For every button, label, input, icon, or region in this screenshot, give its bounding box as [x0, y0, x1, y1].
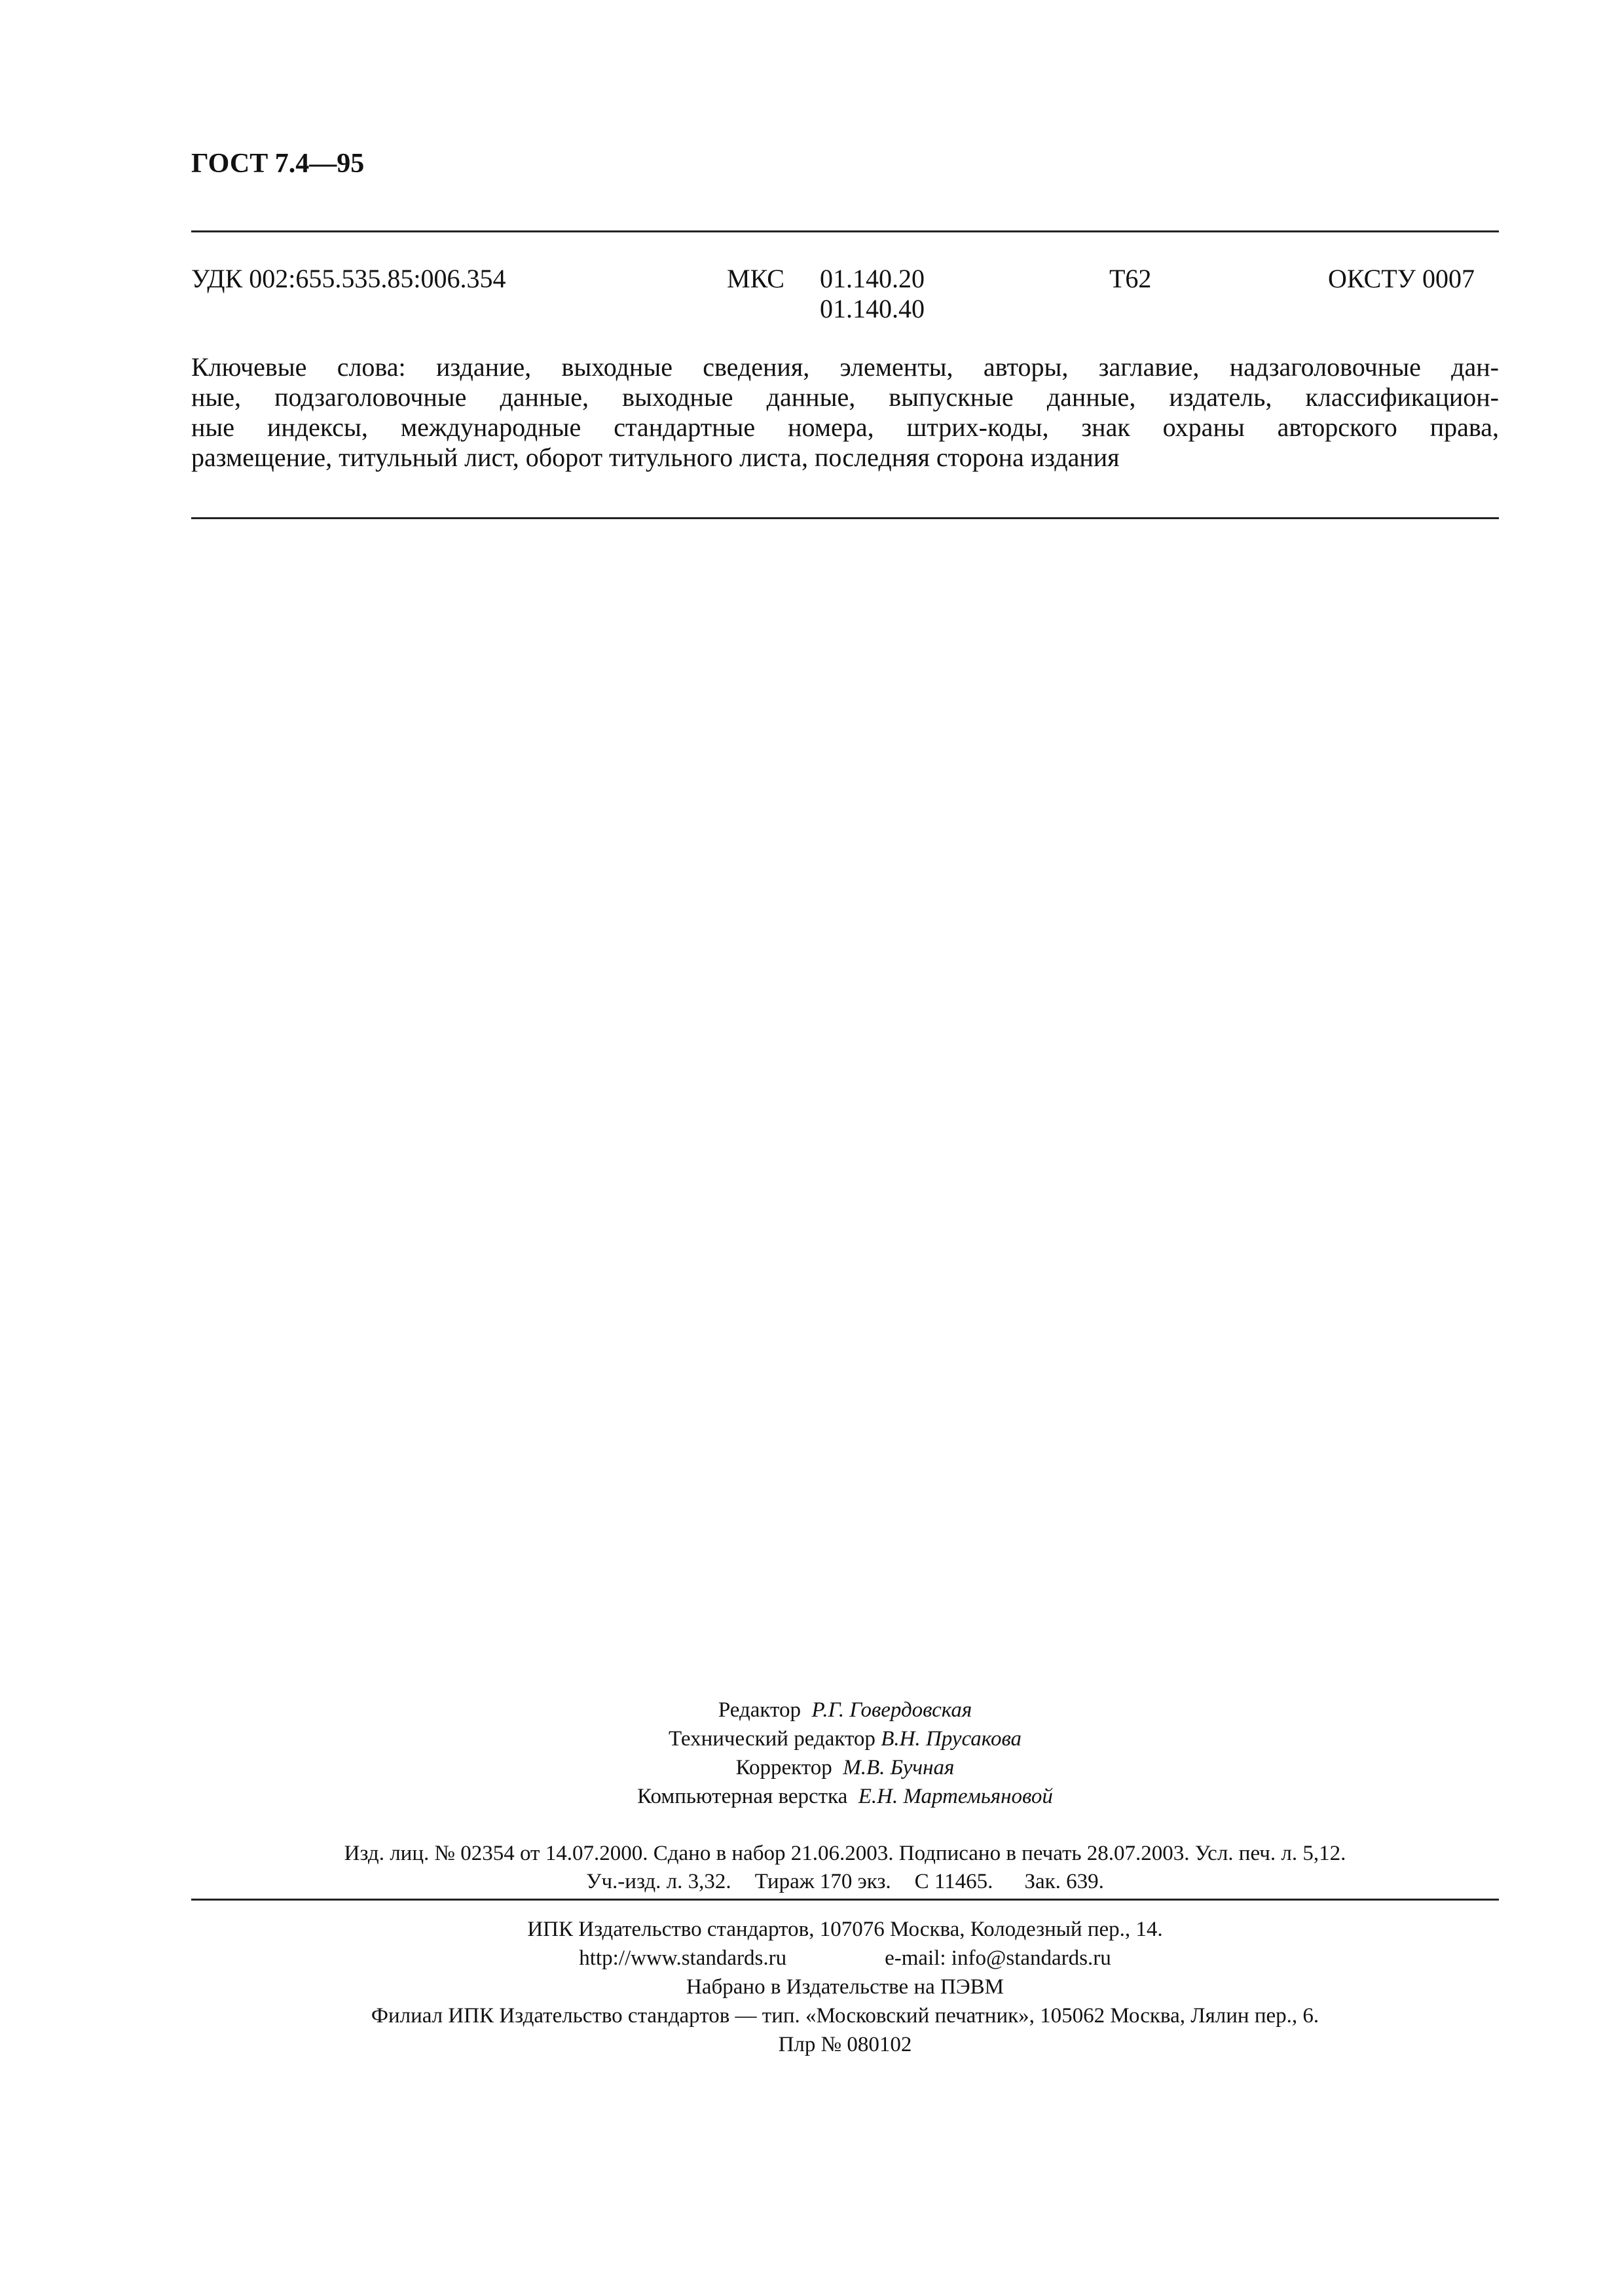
mks-label: МКС [727, 264, 784, 293]
credit-line [191, 1724, 1499, 1753]
imprint-line [191, 1868, 1499, 1896]
credit-role: Компьютерная верстка [637, 1785, 848, 1808]
keywords-divider [191, 517, 1499, 519]
credit-line [191, 1753, 1499, 1782]
credit-name: Р.Г. Говердовская [811, 1698, 972, 1722]
standard-id: ГОСТ 7.4—95 [191, 149, 365, 179]
imprint-part: Тираж 170 экз. [754, 1870, 891, 1893]
udk-code: УДК 002:655.535.85:006.354 [191, 264, 506, 293]
imprint-line: Изд. лиц. № 02354 от 14.07.2000. Сдано в набор 21.06.2003. Подписано в печать 28.07.2003. Усл. печ. л. 5,12. [344, 1842, 1346, 1865]
credits-block [191, 1696, 1499, 1811]
publisher-contacts [191, 1944, 1499, 1973]
credit-name: Е.Н. Мартемьяновой [858, 1785, 1053, 1808]
credit-line [191, 1782, 1499, 1811]
publisher-line: Филиал ИПК Издательство стандартов — тип. «Московский печатник», 105062 Москва, Лялин пер., 6. [371, 2004, 1319, 2028]
publisher-line: Набрано в Издательстве на ПЭВМ [686, 1975, 1004, 1999]
imprint-block [191, 1840, 1499, 1896]
top-divider [191, 230, 1499, 232]
credit-role: Редактор [718, 1698, 801, 1722]
publisher-email: e-mail: info@standards.ru [885, 1946, 1111, 1970]
keywords-line: ные индексы, международные стандартные номера, штрих-коды, знак охраны авторского права, [191, 412, 1499, 442]
keywords-line: ные, подзаголовочные данные, выходные данные, выпускные данные, издатель, классификацион- [191, 382, 1499, 412]
publisher-website: http://www.standards.ru [579, 1946, 787, 1970]
t-code: Т62 [1109, 264, 1152, 293]
okstu-code: ОКСТУ 0007 [1328, 264, 1475, 293]
imprint-divider [191, 1899, 1499, 1901]
mks-code-1: 01.140.20 [820, 264, 925, 293]
keywords-block [191, 352, 1499, 473]
keywords-line: размещение, титульный лист, оборот титульного листа, последняя сторона издания [191, 443, 1120, 472]
credit-line [191, 1696, 1499, 1724]
publisher-line: Плр № 080102 [778, 2033, 912, 2056]
publisher-block [191, 1915, 1499, 2059]
imprint-part: Зак. 639. [1024, 1870, 1104, 1893]
keywords-line: Ключевые слова: издание, выходные сведения, элементы, авторы, заглавие, надзаголовочные дан- [191, 352, 1499, 382]
credit-role: Корректор [735, 1756, 832, 1779]
publisher-line: ИПК Издательство стандартов, 107076 Москва, Колодезный пер., 14. [527, 1918, 1163, 1941]
credit-role: Технический редактор [668, 1727, 876, 1751]
mks-code-2: 01.140.40 [820, 294, 925, 323]
credit-name: М.В. Бучная [843, 1756, 955, 1779]
credit-name: В.Н. Прусакова [881, 1727, 1022, 1751]
imprint-part: Уч.-изд. л. 3,32. [586, 1870, 731, 1893]
imprint-part: С 11465. [914, 1870, 993, 1893]
